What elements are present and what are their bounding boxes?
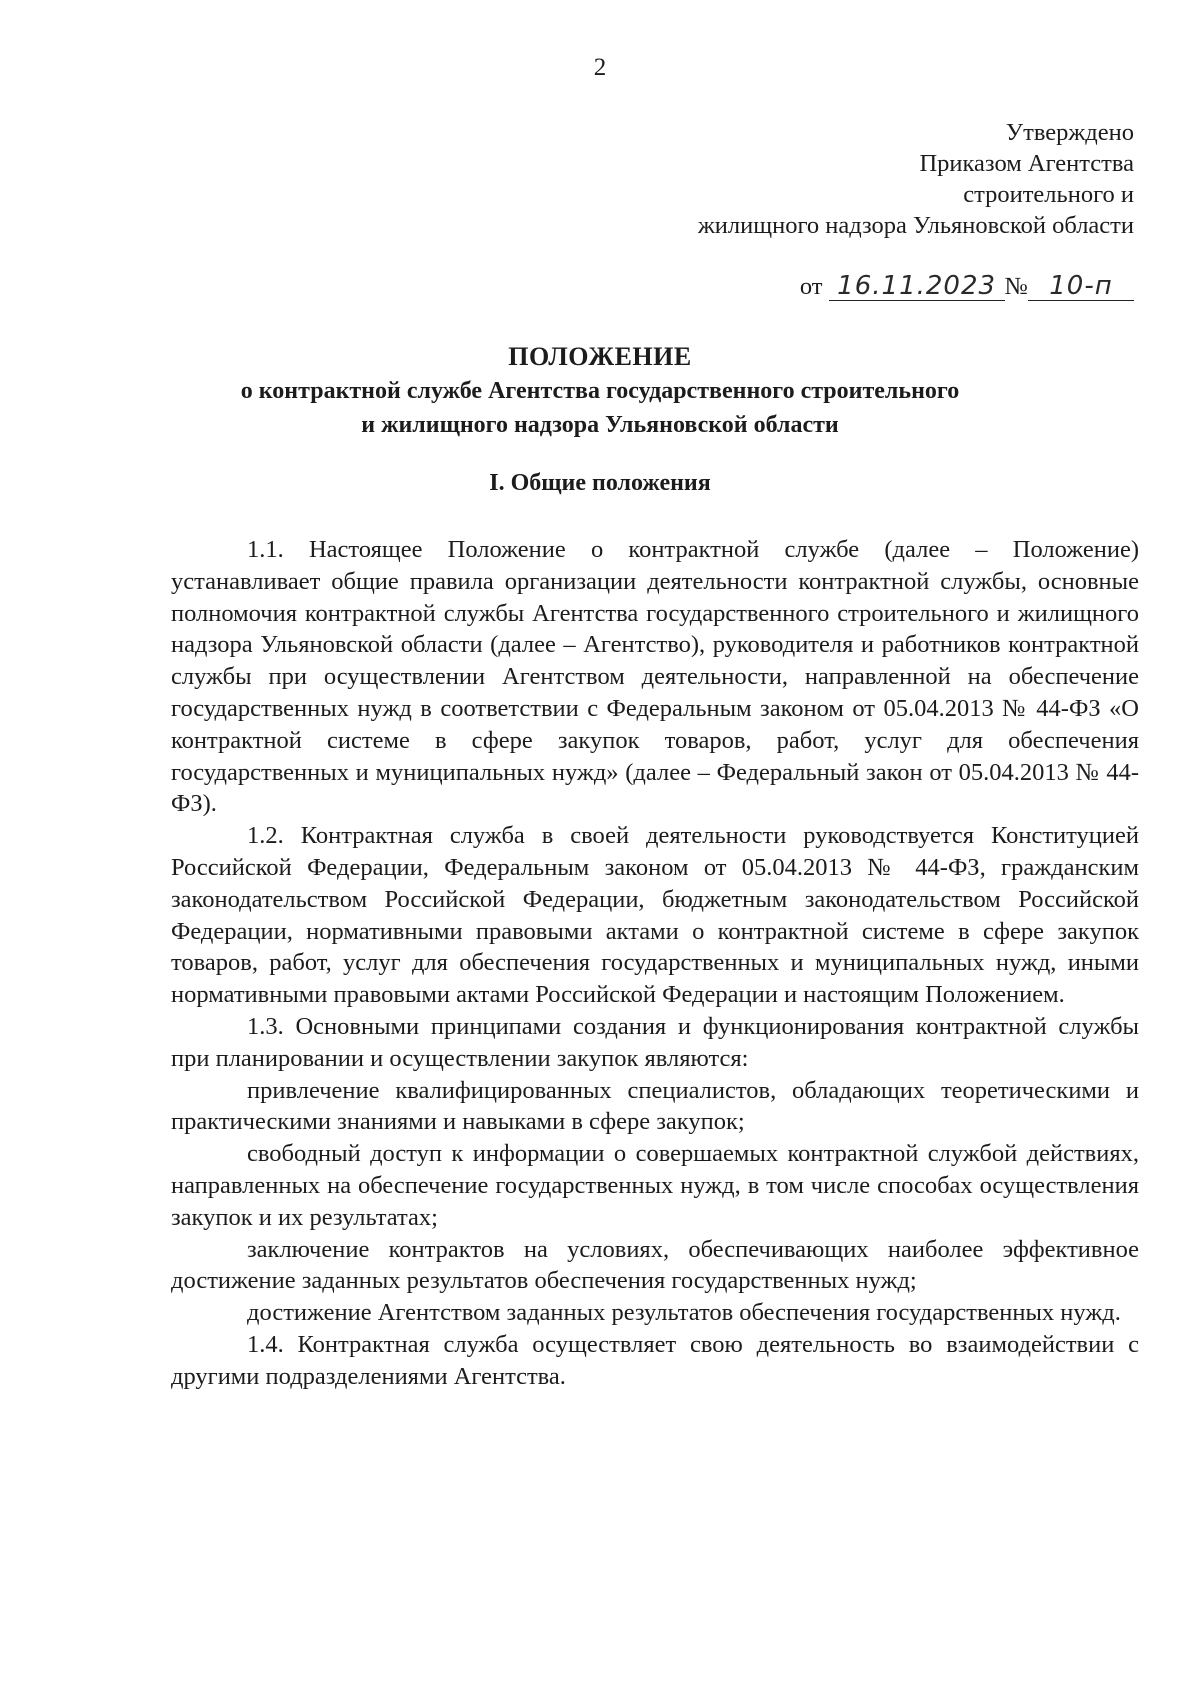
paragraph-1-1: 1.1. Настоящее Положение о контрактной службе (далее – Положение) устанавливает общие правила организации деятельности контрактной службы, основные полномочия контрактной службы Агентства государственного строительного и жилищного надзора Ульяновской области (далее – Агентство), руководителя и работников контрактной службы при осуществлении Агентством деятельности, направленной на обеспечение государственных нужд в соответствии с Федеральным законом от 05.04.2013 № 44-ФЗ «О контрактной системе в сфере закупок товаров, работ, услуг для обеспечения государственных и муниципальных нужд» (далее – Федеральный закон от 05.04.2013 № 44-ФЗ). bbox=[171, 536, 1139, 818]
approval-line-agency-2: жилищного надзора Ульяновской области bbox=[697, 212, 1134, 239]
principle-item-4: достижение Агентством заданных результатов обеспечения государственных нужд. bbox=[247, 1299, 1121, 1327]
section-heading: I. Общие положения bbox=[489, 470, 711, 496]
number-prefix: № bbox=[1004, 273, 1028, 300]
title-main: ПОЛОЖЕНИЕ bbox=[508, 342, 692, 371]
paragraph-1-4: 1.4. Контрактная служба осуществляет свою деятельность во взаимодействии с другими подразделениями Агентства. bbox=[171, 1330, 1139, 1390]
date-prefix: от bbox=[799, 273, 823, 300]
document-title bbox=[0, 340, 1200, 442]
approval-line-order: Приказом Агентства bbox=[919, 150, 1134, 177]
document-body bbox=[171, 534, 1139, 1393]
principle-item-1: привлечение квалифицированных специалистов, обладающих теоретическими и практическими знаниями и навыками в сфере закупок; bbox=[171, 1076, 1139, 1136]
handwritten-date: 16.11.2023 bbox=[829, 272, 1005, 301]
principle-item-3: заключение контрактов на условиях, обеспечивающих наиболее эффективное достижение заданных результатов обеспечения государственных нужд; bbox=[171, 1235, 1139, 1295]
title-line-2: и жилищного надзора Ульяновской области bbox=[361, 412, 839, 438]
order-date-number-line bbox=[800, 272, 1134, 301]
page-number: 2 bbox=[593, 54, 607, 81]
approval-line-agency-1: строительного и bbox=[963, 181, 1134, 208]
approval-line-approved: Утверждено bbox=[1005, 119, 1134, 146]
paragraph-1-3: 1.3. Основными принципами создания и функционирования контрактной службы при планировании и осуществлении закупок являются: bbox=[171, 1012, 1139, 1072]
title-line-1: о контрактной службе Агентства государственного строительного bbox=[240, 378, 960, 404]
approval-stamp-block bbox=[698, 117, 1134, 241]
principle-item-2: свободный доступ к информации о совершаемых контрактной службой действиях, направленных на обеспечение государственных нужд, в том числе способах осуществления закупок и их результатах; bbox=[171, 1140, 1139, 1231]
paragraph-1-2: 1.2. Контрактная служба в своей деятельности руководствуется Конституцией Российской Федерации, Федеральным законом от 05.04.2013 № 44-ФЗ, гражданским законодательством Российской Федерации, бюджетным законодательством Российской Федерации, нормативными правовыми актами о контрактной системе в сфере закупок товаров, работ, услуг для обеспечения государственных и муниципальных нужд, иными нормативными правовыми актами Российской Федерации и настоящим Положением. bbox=[171, 822, 1139, 1009]
handwritten-order-number: 10-п bbox=[1028, 272, 1134, 301]
